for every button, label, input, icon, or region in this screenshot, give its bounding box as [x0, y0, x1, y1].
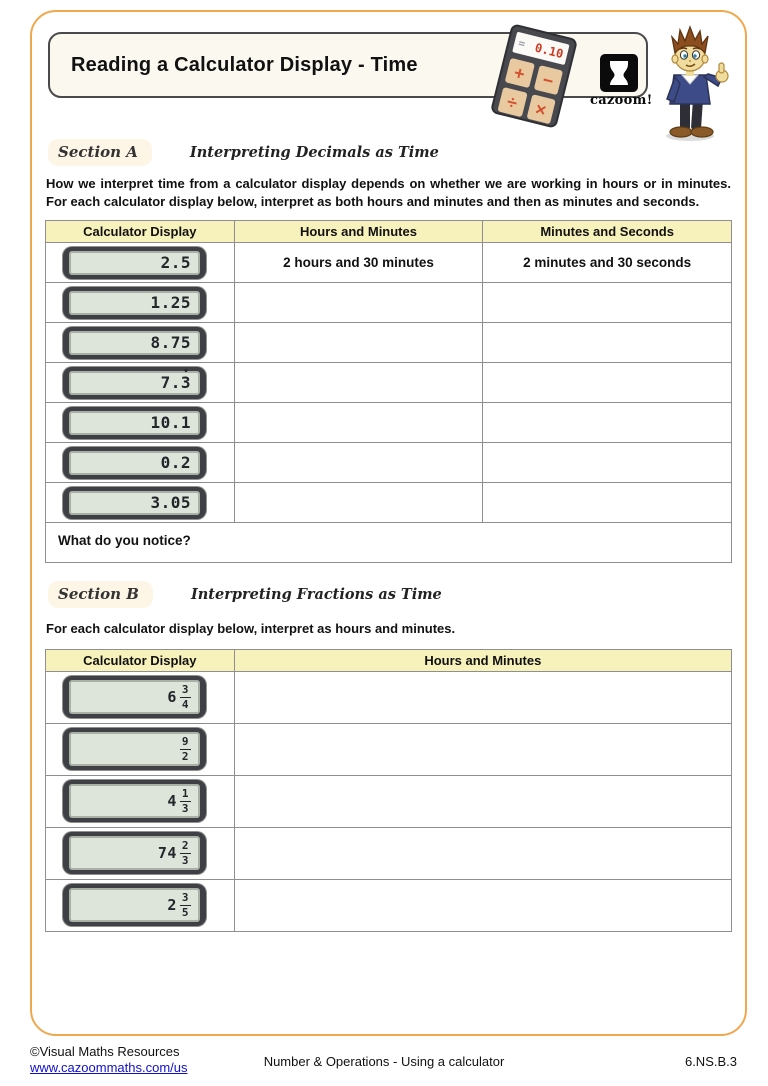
calculator-display-cell [46, 443, 235, 483]
fraction [180, 736, 191, 762]
calculator-icon-display-value: 0.10 [533, 40, 565, 61]
calculator-display-cell [46, 243, 235, 283]
section-b-heading: Interpreting Fractions as Time [190, 585, 442, 603]
calculator-display-cell [46, 403, 235, 443]
calculator-icon-keys [497, 58, 563, 124]
lcd-screen: 3.05 [69, 491, 200, 515]
denominator: 3 [181, 802, 189, 816]
notice-row [46, 523, 732, 563]
lcd-screen [69, 888, 200, 922]
fraction [180, 684, 191, 710]
cazoom-logo-hourglass-icon [600, 54, 638, 92]
cazoom-logo-text: cazoom! [590, 93, 653, 108]
worksheet-frame [30, 10, 747, 1036]
table-header-row [46, 221, 732, 243]
footer [0, 1044, 768, 1077]
calculator-display [63, 287, 206, 319]
fraction [180, 892, 191, 918]
hours-minutes-answer-cell [234, 443, 483, 483]
calculator-display-cell [46, 323, 235, 363]
minutes-seconds-answer-cell [483, 403, 732, 443]
numerator: 1 [181, 787, 189, 801]
hours-minutes-answer-cell [234, 671, 731, 723]
section-a-table [45, 220, 732, 563]
section-a-instructions: How we interpret time from a calculator display depends on whether we are working in hours or in minutes. For each calculator display below, interpret as both hours and minutes and then as minutes and seconds. [46, 176, 731, 209]
section-b-instructions: For each calculator display below, interpret as hours and minutes. [46, 621, 456, 637]
footer-topic: Number & Operations - Using a calculator [263, 1054, 505, 1069]
calculator-display [63, 832, 206, 874]
minutes-seconds-answer-cell: 2 minutes and 30 seconds [483, 243, 732, 283]
lcd-screen [69, 732, 200, 766]
calculator-display [63, 447, 206, 479]
minutes-seconds-answer-cell [483, 443, 732, 483]
column-header-calculator-display: Calculator Display [46, 221, 235, 243]
header [45, 30, 732, 130]
lcd-screen: 10.1 [69, 411, 200, 435]
standard-code: 6.NS.B.3 [684, 1054, 737, 1069]
table-header-row [46, 649, 732, 671]
calculator-display-cell [46, 671, 235, 723]
calculator-display-cell [46, 723, 235, 775]
cazoom-website-link[interactable]: www.cazoommaths.com/us [30, 1060, 188, 1076]
denominator: 5 [181, 906, 189, 920]
lcd-screen [69, 784, 200, 818]
section-b-label: Section B [48, 581, 153, 608]
denominator: 4 [181, 698, 189, 712]
hours-minutes-answer-cell [234, 775, 731, 827]
lcd-screen: 0.2 [69, 451, 200, 475]
column-header-hours-minutes: Hours and Minutes [234, 649, 731, 671]
table-row [46, 243, 732, 283]
hours-minutes-answer-cell [234, 363, 483, 403]
table-row [46, 403, 732, 443]
whole-number: 74 [157, 844, 177, 863]
column-header-hours-minutes: Hours and Minutes [234, 221, 483, 243]
minutes-seconds-answer-cell [483, 323, 732, 363]
plus-key-icon: + [505, 58, 535, 88]
section-a-heading: Interpreting Decimals as Time [189, 143, 439, 161]
calculator-display-cell [46, 775, 235, 827]
numerator: 3 [181, 683, 189, 697]
lcd-screen [69, 680, 200, 714]
fraction [180, 840, 191, 866]
hours-minutes-answer-cell [234, 723, 731, 775]
hours-minutes-answer-cell: 2 hours and 30 minutes [234, 243, 483, 283]
calculator-display [63, 327, 206, 359]
section-b-table [45, 649, 732, 932]
numerator: 2 [181, 839, 189, 853]
hours-minutes-answer-cell [234, 403, 483, 443]
hours-minutes-answer-cell [234, 879, 731, 931]
table-row [46, 723, 732, 775]
lcd-screen: 7. 3 [69, 371, 200, 395]
calculator-display [63, 247, 206, 279]
numerator: 9 [181, 735, 189, 749]
table-row [46, 879, 732, 931]
fraction [180, 788, 191, 814]
numerator: 3 [181, 891, 189, 905]
calculator-display [63, 780, 206, 822]
hours-minutes-answer-cell [234, 827, 731, 879]
section-b-header [48, 580, 732, 608]
section-a-label: Section A [48, 139, 152, 166]
denominator: 2 [181, 750, 189, 764]
equals-icon: = [517, 36, 527, 51]
lcd-screen [69, 836, 200, 870]
calculator-display-cell [46, 483, 235, 523]
table-row [46, 443, 732, 483]
calculator-display [63, 728, 206, 770]
calculator-display-cell [46, 879, 235, 931]
minutes-seconds-answer-cell [483, 483, 732, 523]
divide-key-icon: ÷ [497, 87, 527, 117]
table-row [46, 827, 732, 879]
whole-number: 6 [167, 688, 177, 707]
whole-number: 2 [167, 896, 177, 915]
calculator-display-cell [46, 283, 235, 323]
calculator-display [63, 487, 206, 519]
page-title: Reading a Calculator Display - Time [71, 53, 418, 76]
lcd-screen: 2.5 [69, 251, 200, 275]
denominator: 3 [181, 854, 189, 868]
hours-minutes-answer-cell [234, 483, 483, 523]
cazoom-logo [590, 54, 653, 108]
calculator-display-cell [46, 363, 235, 403]
minus-key-icon: − [533, 65, 563, 95]
section-a-header [48, 138, 732, 166]
table-row [46, 671, 732, 723]
hours-minutes-answer-cell [234, 323, 483, 363]
column-header-calculator-display: Calculator Display [46, 649, 235, 671]
table-row [46, 323, 732, 363]
calculator-display [63, 367, 206, 399]
copyright-text: ©Visual Maths Resources [30, 1044, 180, 1059]
table-row [46, 483, 732, 523]
table-row [46, 363, 732, 403]
minutes-seconds-answer-cell [483, 283, 732, 323]
calculator-display [63, 407, 206, 439]
boy-mascot-illustration [644, 22, 736, 144]
lcd-screen: 8.75 [69, 331, 200, 355]
hours-minutes-answer-cell [234, 283, 483, 323]
whole-number: 4 [167, 792, 177, 811]
multiply-key-icon: × [526, 94, 556, 124]
table-row [46, 775, 732, 827]
column-header-minutes-seconds: Minutes and Seconds [483, 221, 732, 243]
table-row [46, 283, 732, 323]
calculator-display [63, 884, 206, 926]
notice-prompt: What do you notice? [46, 523, 732, 563]
minutes-seconds-answer-cell [483, 363, 732, 403]
calculator-display [63, 676, 206, 718]
lcd-screen: 1.25 [69, 291, 200, 315]
recurring-digit: 3 [180, 373, 191, 393]
calculator-display-cell [46, 827, 235, 879]
